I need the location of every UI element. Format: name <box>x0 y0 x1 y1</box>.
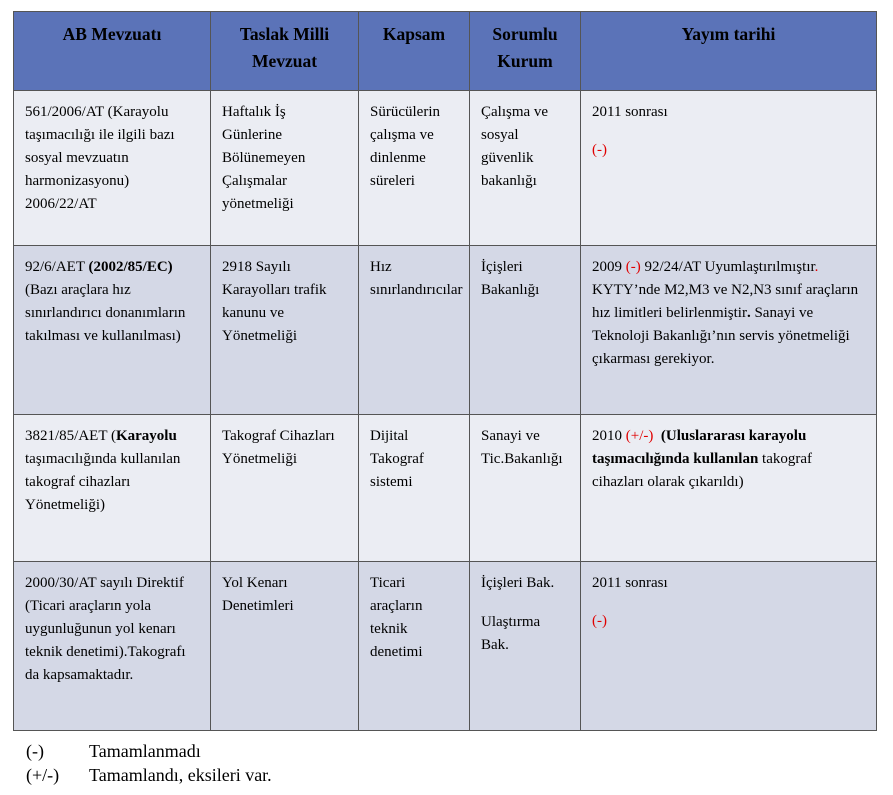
header-row <box>14 12 877 91</box>
legend-symbol: (+/-) <box>26 765 60 785</box>
cell-yayim: 2010 (+/-) (Uluslararası karayolu taşımacılığında kullanılan takograf cihazları olarak çıkarıldı) <box>581 415 877 562</box>
table-row <box>14 246 877 415</box>
header-kapsam: Kapsam <box>359 12 470 91</box>
cell-kapsam: Hız sınırlandırıcılar <box>359 246 470 415</box>
cell-milli: 2918 Sayılı Karayolları trafik kanunu ve Yönetmeliği <box>211 246 359 415</box>
cell-yayim: 2011 sonrası (-) <box>581 91 877 246</box>
legend-text: Tamamlanmadı <box>89 741 201 761</box>
legend-text: Tamamlandı, eksileri var. <box>89 765 272 785</box>
cell-ab: 92/6/AET (2002/85/EC) (Bazı araçlara hız sınırlandırıcı donanımların takılması ve kullanılması) <box>14 246 211 415</box>
status-badge: (-) <box>625 259 641 275</box>
cell-kapsam: Ticari araçların teknik denetimi <box>359 562 470 731</box>
header-milli: Taslak Milli Mevzuat <box>211 12 359 91</box>
cell-kurum: Çalışma ve sosyal güvenlik bakanlığı <box>470 91 581 246</box>
legend-item <box>26 740 201 762</box>
table-row <box>14 562 877 731</box>
cell-ab: 561/2006/AT (Karayolu taşımacılığı ile ilgili bazı sosyal mevzuatın harmonizasyonu) 2006/22/AT <box>14 91 211 246</box>
cell-yayim: 2011 sonrası (-) <box>581 562 877 731</box>
cell-kapsam: Sürücülerin çalışma ve dinlenme süreleri <box>359 91 470 246</box>
regulation-table <box>13 11 877 731</box>
cell-yayim: 2009 (-) 92/24/AT Uyumlaştırılmıştır. KYTY’nde M2,M3 ve N2,N3 sınıf araçların hız limitleri belirlenmiştir. Sanayi ve Teknoloji Bakanlığı’nın servis yönetmeliği çıkarması gerekiyor. <box>581 246 877 415</box>
cell-kurum: İçişleri Bakanlığı <box>470 246 581 415</box>
table-row <box>14 415 877 562</box>
header-kurum: Sorumlu Kurum <box>470 12 581 91</box>
cell-kapsam: Dijital Takograf sistemi <box>359 415 470 562</box>
cell-ab: 2000/30/AT sayılı Direktif (Ticari araçların yola uygunluğunun yol kenarı teknik denetimi).Takografı da kapsamaktadır. <box>14 562 211 731</box>
cell-kurum: İçişleri Bak. Ulaştırma Bak. <box>470 562 581 731</box>
cell-milli: Yol Kenarı Denetimleri <box>211 562 359 731</box>
cell-milli: Haftalık İş Günlerine Bölünemeyen Çalışmalar yönetmeliği <box>211 91 359 246</box>
table-row <box>14 91 877 246</box>
status-badge: (-) <box>592 613 607 629</box>
header-yayim: Yayım tarihi <box>581 12 877 91</box>
cell-milli: Takograf Cihazları Yönetmeliği <box>211 415 359 562</box>
status-badge: (+/-) <box>625 428 654 444</box>
header-ab: AB Mevzuatı <box>14 12 211 91</box>
cell-ab: 3821/85/AET (Karayolu taşımacılığında kullanılan takograf cihazları Yönetmeliği) <box>14 415 211 562</box>
cell-kurum: Sanayi ve Tic.Bakanlığı <box>470 415 581 562</box>
legend-item <box>26 764 272 786</box>
status-badge: (-) <box>592 142 607 158</box>
legend-symbol: (-) <box>26 741 44 761</box>
